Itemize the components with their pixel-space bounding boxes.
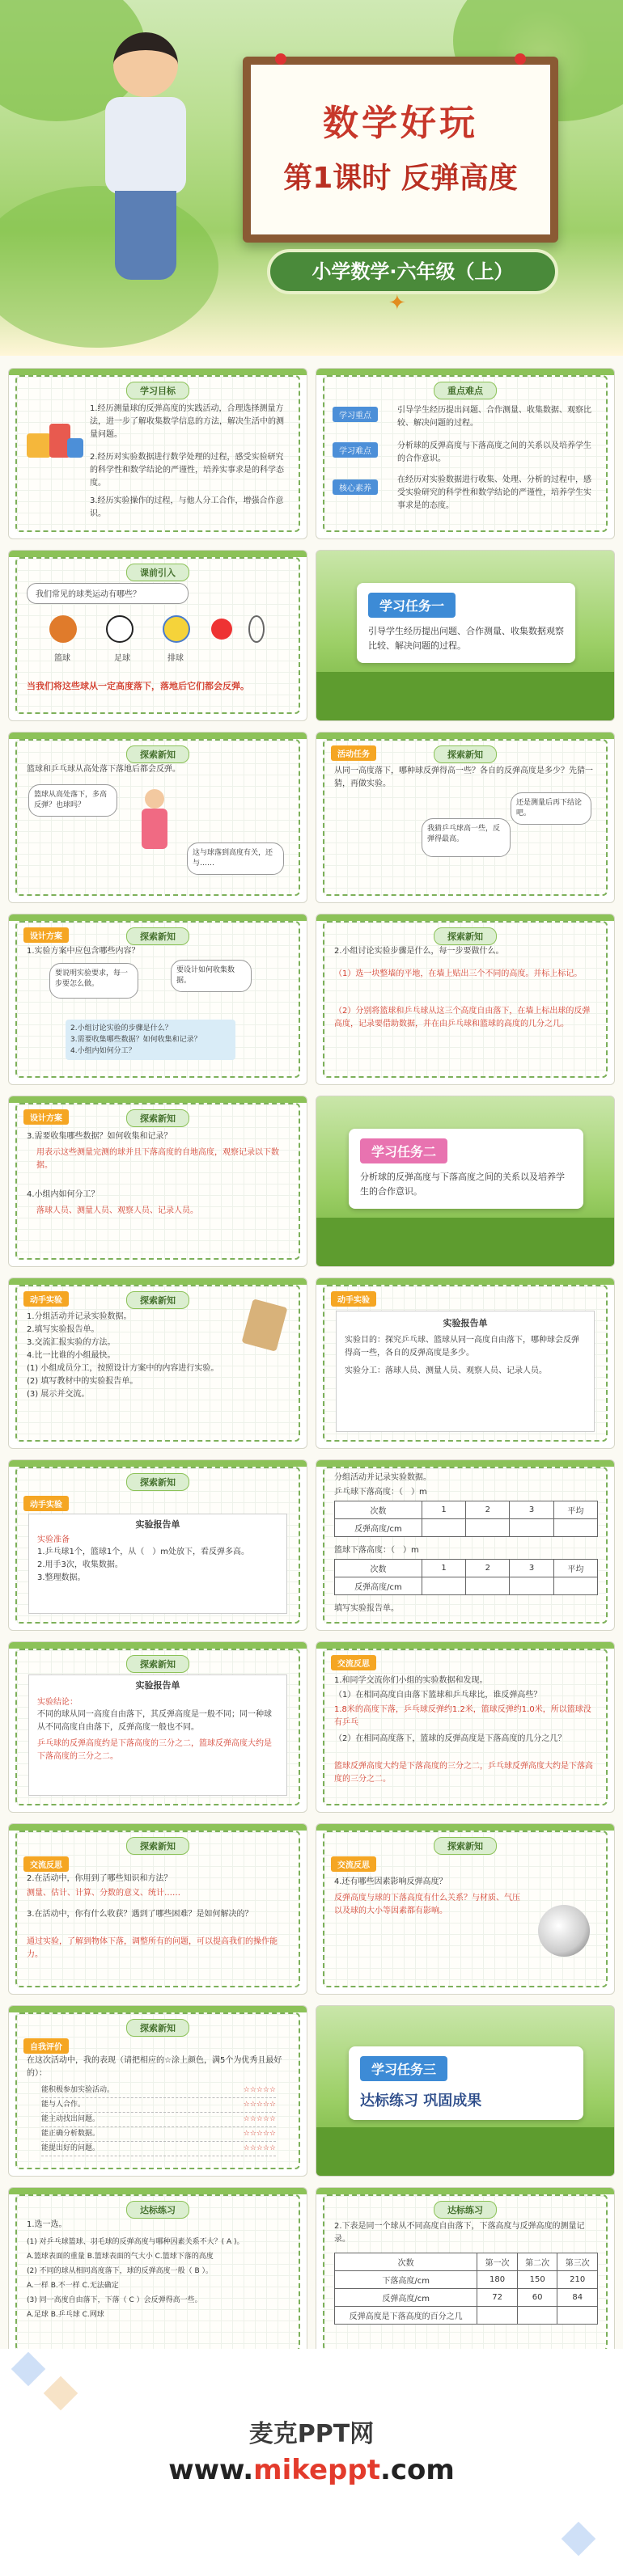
slide-task-two xyxy=(316,1096,615,1267)
step-item: 2.填写实验报告单。 xyxy=(27,1325,100,1334)
conclusion-label: 实验结论： xyxy=(37,1698,78,1707)
table-header: 第一次 xyxy=(477,2253,518,2271)
ball-label: 篮球 xyxy=(54,654,70,663)
section-label: 动手实验 xyxy=(23,1496,69,1511)
grade-label: 小学数学·六年级（上） xyxy=(267,249,558,294)
goal-3: 3.经历实验操作的过程，与他人分工合作，增强合作意识。 xyxy=(90,496,284,518)
table-cell[interactable] xyxy=(557,2307,598,2325)
key-row-3 xyxy=(333,479,378,495)
table-cell: 84 xyxy=(557,2289,598,2307)
table-caption: 篮球下落高度：（ ）m xyxy=(334,1546,419,1555)
choice-line: A.一样 B.不一样 C.无法确定 xyxy=(27,2282,119,2290)
table-header: 1 xyxy=(422,1560,465,1577)
url-brand: mikeppt xyxy=(253,2454,380,2486)
slide-explore-2 xyxy=(316,732,615,903)
table-header: 次数 xyxy=(335,1501,422,1519)
table-cell: 60 xyxy=(517,2289,557,2307)
key-row-text: 分析球的反弹高度与下落高度之间的关系以及培养学生的合作意识。 xyxy=(397,441,591,463)
label-tag: 核心素养 xyxy=(333,479,378,495)
soccer-ball-icon xyxy=(538,1905,590,1957)
basketball-icon xyxy=(49,615,77,643)
task-text: 引导学生经历提出问题、合作测量、收集数据观察比较、解决问题的过程。 xyxy=(368,626,564,651)
speech-bubble: 这与球落到高度有关，还与…… xyxy=(187,842,284,875)
table-cell[interactable] xyxy=(510,1577,553,1595)
question: 4.还有哪些因素影响反弹高度？ xyxy=(334,1877,447,1886)
step-item: (3) 展示并交流。 xyxy=(27,1390,90,1399)
slide-task-three xyxy=(316,2005,615,2177)
slide-task-one xyxy=(316,550,615,721)
explore-text: 1.实验方案中应包含哪些内容？ xyxy=(27,947,140,956)
section-label: 动手实验 xyxy=(23,1291,69,1307)
report-item: 2.用手3次，收集数据。 xyxy=(37,1560,123,1569)
answer: 落球人员、测量人员、观察人员、记录人员。 xyxy=(36,1206,198,1215)
slide-explore-7 xyxy=(316,1277,615,1449)
slide-tag: 探索新知 xyxy=(434,745,497,763)
report-card xyxy=(336,1311,595,1432)
slide-key-points xyxy=(316,368,615,539)
answer: 通过实验，了解到物体下落，调整所有的问题，可以提高我们的操作能力。 xyxy=(27,1937,278,1959)
table-caption: 乒乓球下落高度：（ ）m xyxy=(334,1488,427,1497)
report-card xyxy=(28,1514,287,1614)
report-item: 3.整理数据。 xyxy=(37,1573,86,1582)
slide-tag: 课前引入 xyxy=(126,564,189,581)
table-header: 平均 xyxy=(553,1501,597,1519)
slide-tag: 达标练习 xyxy=(126,2201,189,2219)
slide-tag: 达标练习 xyxy=(434,2201,497,2219)
slide-tag: 探索新知 xyxy=(126,1655,189,1673)
table-cell[interactable] xyxy=(466,1519,510,1537)
badminton-racket-icon xyxy=(248,615,265,643)
table-cell: 72 xyxy=(477,2289,518,2307)
intro-note: 当我们将这些球从一定高度落下，落地后它们都会反弹。 xyxy=(27,681,249,691)
table-cell[interactable] xyxy=(510,1519,553,1537)
row-label: 反弹高度/cm xyxy=(335,1577,422,1595)
footer-brand xyxy=(0,2349,623,2576)
slide-explore-6 xyxy=(8,1277,307,1449)
task-box xyxy=(349,1129,583,1209)
table-header: 2 xyxy=(466,1501,510,1519)
slide-explore-4 xyxy=(316,914,615,1085)
key-row-text: 在经历对实验数据进行收集、处理、分析的过程中，感受实验研究的科学性和数学结论的严谨性，培养学生实事求是的态度。 xyxy=(397,475,591,510)
report-heading: 实验报告单 xyxy=(443,1318,488,1328)
key-row-1 xyxy=(333,406,378,422)
eval-item: 能主动找出问题。 xyxy=(41,2115,100,2123)
table-cell[interactable] xyxy=(466,1577,510,1595)
task-badge: 学习任务三 xyxy=(360,2056,447,2081)
hero-banner xyxy=(0,0,623,356)
task-badge: 学习任务一 xyxy=(368,593,456,618)
answer: 反弹高度与球的下落高度有什么关系？与材质、气压以及球的大小等因素都有影响。 xyxy=(334,1894,520,1915)
section-label: 设计方案 xyxy=(23,1109,69,1125)
question-bubble: 我们常见的球类运动有哪些？ xyxy=(27,583,189,604)
speech-bubble: 我猜乒乓球高一些，反弹得最高。 xyxy=(422,818,511,857)
brand-url[interactable] xyxy=(0,2454,623,2486)
task-text: 分析球的反弹高度与下落高度之间的关系以及培养学生的合作意识。 xyxy=(360,1172,565,1197)
explore-footer: 填写实验报告单。 xyxy=(334,1604,399,1613)
speech-bubble: 要说明实验要求，每一步要怎么做。 xyxy=(49,963,138,999)
slide-explore-3 xyxy=(8,914,307,1085)
question-item: 2.小组讨论实验的步骤是什么？ xyxy=(70,1024,172,1033)
step-item: (2) 填写教材中的实验报告单。 xyxy=(27,1377,138,1386)
slide-tag: 探索新知 xyxy=(126,745,189,763)
speech-bubble: 要设计如何收集数据。 xyxy=(171,960,252,992)
star-rating[interactable]: ☆☆☆☆☆ xyxy=(243,2086,276,2094)
task-box xyxy=(349,2046,583,2120)
slide-explore-11 xyxy=(316,1641,615,1813)
slide-explore-8 xyxy=(8,1459,307,1631)
boy-illustration xyxy=(89,32,202,307)
table-cell[interactable] xyxy=(422,1577,465,1595)
data-table xyxy=(334,2253,598,2325)
question: 1.选一选。 xyxy=(27,2220,67,2229)
question-list xyxy=(66,1020,235,1060)
data-table xyxy=(334,1501,598,1537)
sub-question: （2）在相同高度落下，篮球的反弹高度是下落高度的几分之几？ xyxy=(334,1734,566,1743)
section-label: 交流反思 xyxy=(331,1856,376,1872)
choice-line: (3) 同一高度自由落下，下落（ C ）会反弹得高一些。 xyxy=(27,2296,202,2304)
table-cell[interactable] xyxy=(477,2307,518,2325)
answer: 1.8米的高度下落，乒乓球反弹约1.2米，篮球反弹约1.0米，所以篮球没有乒乓 xyxy=(334,1705,591,1727)
kids-illustration xyxy=(130,789,179,870)
question-item: 4.小组内如何分工？ xyxy=(70,1047,136,1055)
slide-tag: 重点难点 xyxy=(434,382,497,399)
volleyball-icon xyxy=(163,615,190,643)
label-tag: 学习难点 xyxy=(333,442,378,458)
table-cell[interactable] xyxy=(517,2307,557,2325)
step-item: 4.比一比谁的小组最快。 xyxy=(27,1351,116,1360)
step-item: 3.交流汇报实验的方法。 xyxy=(27,1338,116,1347)
slide-practice-1 xyxy=(8,2187,307,2359)
eval-item: 能正确分析数据。 xyxy=(41,2130,100,2138)
slide-learning-goals xyxy=(8,368,307,539)
table-cell: 下落高度/cm xyxy=(335,2271,477,2289)
answer: 用表示这些测量完测的球并且下落高度的自地高度，观察记录以下数据。 xyxy=(36,1148,279,1170)
ball-label: 足球 xyxy=(114,654,130,663)
table-header: 2 xyxy=(466,1560,510,1577)
section-label: 自我评价 xyxy=(23,2038,69,2054)
slide-self-eval xyxy=(8,2005,307,2177)
section-label: 交流反思 xyxy=(331,1655,376,1670)
slide-intro xyxy=(8,550,307,721)
slide-explore-1 xyxy=(8,732,307,903)
step-item: 1.分组活动并记录实验数据。 xyxy=(27,1312,132,1321)
slide-tag: 探索新知 xyxy=(126,1109,189,1127)
task-box xyxy=(357,583,575,663)
star-rating[interactable]: ☆☆☆☆☆ xyxy=(243,2130,276,2138)
slide-tag: 探索新知 xyxy=(126,927,189,945)
table-header: 次数 xyxy=(335,2253,477,2271)
ball-label: 排球 xyxy=(167,654,184,663)
slide-tag: 探索新知 xyxy=(434,1837,497,1855)
section-label: 设计方案 xyxy=(23,927,69,943)
choice-line: (2) 不同的球从相同高度落下，球的反弹高度一般（ B ）。 xyxy=(27,2267,214,2275)
table-header: 3 xyxy=(510,1501,553,1519)
choice-list xyxy=(27,2235,289,2322)
slide-explore-5 xyxy=(8,1096,307,1267)
report-purpose: 实验目的：探究乒乓球、篮球从同一高度自由落下，哪种球会反弹得高一些，各自的反弹高度是多少。 xyxy=(345,1336,579,1358)
task-text: 达标练习 巩固成果 xyxy=(360,2092,482,2109)
conclusion-red: 乒乓球的反弹高度约是下落高度的三分之二，篮球反弹高度大约是下落高度的三分之二。 xyxy=(37,1739,272,1761)
eval-item: 能积极参加实验活动。 xyxy=(41,2086,115,2094)
row-label: 反弹高度/cm xyxy=(335,1519,422,1537)
slide-tag: 学习目标 xyxy=(126,382,189,399)
explore-text: 篮球和乒乓球从高处落下落地后都会反弹。 xyxy=(27,765,180,774)
report-heading: 实验报告单 xyxy=(135,1519,180,1530)
slide-tag: 探索新知 xyxy=(126,2019,189,2037)
table-header: 次数 xyxy=(335,1560,422,1577)
report-heading: 实验报告单 xyxy=(135,1680,180,1691)
question: 1.和同学交流你们小组的实验数据和发现。 xyxy=(334,1676,488,1685)
table-cell: 反弹高度是下落高度的百分之几 xyxy=(335,2307,477,2325)
brand-name: 麦克PPT网 xyxy=(248,2420,375,2448)
table-cell: 反弹高度/cm xyxy=(335,2289,477,2307)
explore-text: 从同一高度落下，哪种球反弹得高一些？各自的反弹高度是多少？先猜一猜，再做实验。 xyxy=(334,766,593,788)
task-badge: 学习任务二 xyxy=(360,1138,447,1163)
section-label: 交流反思 xyxy=(23,1856,69,1872)
slide-tag: 探索新知 xyxy=(434,927,497,945)
table-header: 1 xyxy=(422,1501,465,1519)
slide-tag: 探索新知 xyxy=(126,1473,189,1491)
main-title: 数学好玩 xyxy=(323,103,478,144)
report-items xyxy=(29,1546,286,1585)
section-label: 动手实验 xyxy=(331,1291,376,1307)
ping-pong-paddle-icon xyxy=(211,619,232,640)
choice-line: A.足球 B.乒乓球 C.网球 xyxy=(27,2311,104,2319)
soccer-ball-icon xyxy=(106,615,134,643)
key-row-2 xyxy=(333,441,378,458)
question: 2.在活动中，你用到了哪些知识和方法？ xyxy=(27,1874,172,1883)
diamond-decoration xyxy=(44,2376,78,2410)
table-header: 第三次 xyxy=(557,2253,598,2271)
table-cell[interactable] xyxy=(553,1519,597,1537)
explore-text: 2.小组讨论实验步骤是什么，每一步要做什么。 xyxy=(334,947,504,956)
answer: 篮球反弹高度大约是下落高度的三分之二，乒乓球反弹高度大约是下落高度的三分之二。 xyxy=(334,1762,593,1784)
answer: 测量、估计、计算、分数的意义、统计…… xyxy=(27,1889,180,1898)
speech-bubble: 还是测量后再下结论吧。 xyxy=(511,792,591,825)
table-cell: 150 xyxy=(517,2271,557,2289)
slide-explore-12 xyxy=(8,1823,307,1995)
slide-explore-9 xyxy=(316,1459,615,1631)
slide-explore-13 xyxy=(316,1823,615,1995)
table-cell[interactable] xyxy=(422,1519,465,1537)
section-label: 活动任务 xyxy=(331,745,376,761)
table-cell: 180 xyxy=(477,2271,518,2289)
table-cell[interactable] xyxy=(553,1577,597,1595)
table-header: 3 xyxy=(510,1560,553,1577)
choice-line: A.篮球表面的重量 B.篮球表面的气大小 C.篮球下落的高度 xyxy=(27,2253,214,2261)
step-item: (1) 小组成员分工，按照设计方案中的内容进行实验。 xyxy=(27,1364,219,1373)
slide-explore-10 xyxy=(8,1641,307,1813)
eval-item: 能提出好的问题。 xyxy=(41,2144,100,2152)
lesson-title: 第1课时 反弹高度 xyxy=(283,162,518,195)
slide-practice-2 xyxy=(316,2187,615,2359)
url-suffix: .com xyxy=(379,2454,455,2486)
report-card xyxy=(28,1674,287,1796)
explore-text: 分组活动并记录实验数据。 xyxy=(334,1473,431,1482)
balls-row xyxy=(41,615,284,664)
question: 3.在活动中，你有什么收获？遇到了哪些困难？是如何解决的？ xyxy=(27,1910,253,1919)
table-cell: 210 xyxy=(557,2271,598,2289)
goal-1: 1.经历测量球的反弹高度的实践活动，合理选择测量方法，进一步了解收集数学信息的方法，解决生活中的测量问题。 xyxy=(90,404,284,439)
report-subtitle: 实验准备 xyxy=(37,1535,70,1544)
slide-tag: 探索新知 xyxy=(126,1291,189,1309)
question: 4.小组内如何分工？ xyxy=(27,1190,100,1199)
label-tag: 学习重点 xyxy=(333,407,378,422)
url-prefix: www. xyxy=(168,2454,254,2486)
question-item: 3.需要收集哪些数据？如何收集和记录？ xyxy=(70,1036,201,1044)
title-board xyxy=(243,57,558,243)
step-point: （2）分别将篮球和乒乓球从这三个高度自由落下，在墙上标出球的反弹高度，记录要借助数据，并在由乒乓球和篮球的高度的几分之几。 xyxy=(334,1007,591,1028)
diamond-decoration xyxy=(562,2522,595,2556)
star-rating[interactable]: ☆☆☆☆☆ xyxy=(243,2101,276,2109)
report-roles: 实验分工：落球人员、测量人员、观察人员、记录人员。 xyxy=(345,1366,547,1375)
key-row-text: 引导学生经历提出问题、合作测量、收集数据、观察比较、解决问题的过程。 xyxy=(397,406,591,428)
butterfly-icon: ✦ xyxy=(388,291,406,315)
eval-list xyxy=(41,2084,276,2156)
data-table xyxy=(334,1559,598,1595)
eval-text: 在这次活动中，我的表现（请把相应的☆涂上颜色，满5个为优秀且最好的）： xyxy=(27,2056,282,2078)
choice-line: (1) 对乒乓球篮球、羽毛球的反弹高度与哪种因素关系不大？( A )。 xyxy=(27,2238,244,2246)
report-item: 1.乒乓球1个，篮球1个，从（ ）m处放下，看反弹多高。 xyxy=(37,1548,250,1556)
sub-question: （1）在相同高度自由落下篮球和乒乓球比，谁反弹高些？ xyxy=(334,1691,542,1700)
conclusion-text: 不同的球从同一高度自由落下，其反弹高度是一般不同；同一种球从不同高度自由落下，反弹高度一般也不同。 xyxy=(37,1710,272,1732)
table-header: 第二次 xyxy=(517,2253,557,2271)
eval-item: 能与人合作。 xyxy=(41,2101,86,2109)
question: 3.需要收集哪些数据？如何收集和记录？ xyxy=(27,1132,172,1141)
diamond-decoration xyxy=(11,2352,45,2386)
toys-icon xyxy=(27,417,83,466)
step-point: （1）选一块整墙的平地，在墙上贴出三个不同的高度。并标上标记。 xyxy=(334,969,583,978)
table-header: 平均 xyxy=(553,1560,597,1577)
star-rating[interactable]: ☆☆☆☆☆ xyxy=(243,2115,276,2123)
question: 2.下表是同一个球从不同高度自由落下，下落高度与反弹高度的测量记录。 xyxy=(334,2222,585,2244)
speech-bubble: 篮球从高处落下，多高反弹？也球吗？ xyxy=(28,784,117,817)
goal-2: 2.经历对实验数据进行数学处理的过程，感受实验研究的科学性和数学结论的严谨性，培养实事求是的科学态度。 xyxy=(90,453,284,488)
star-rating[interactable]: ☆☆☆☆☆ xyxy=(243,2144,276,2152)
slide-tag: 探索新知 xyxy=(126,1837,189,1855)
